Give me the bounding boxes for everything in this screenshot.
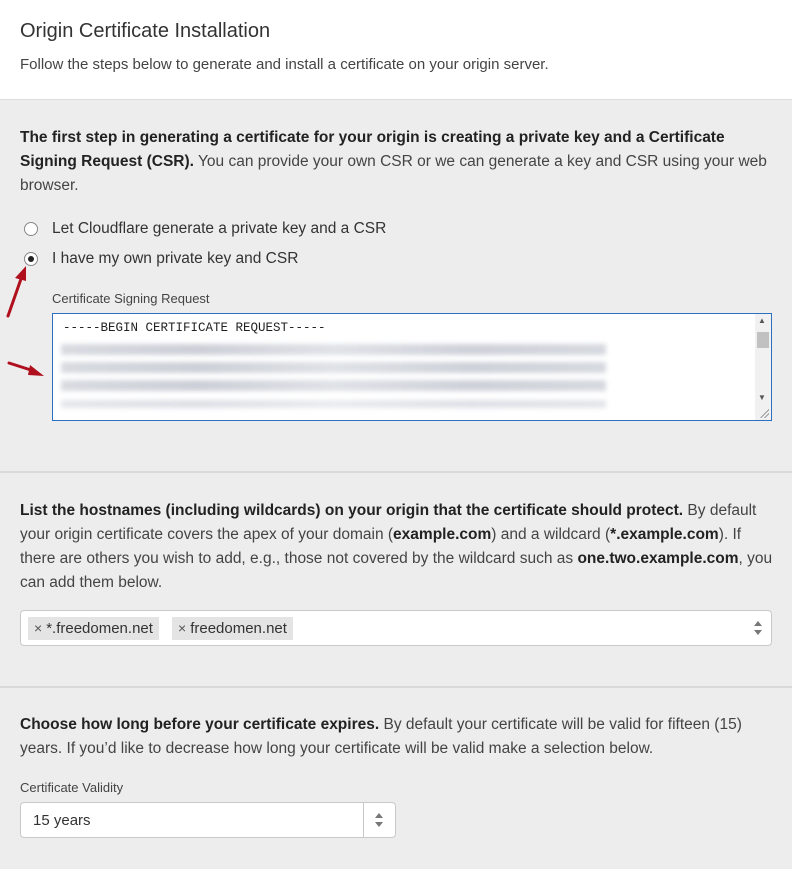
csr-blurred-line: [61, 400, 606, 408]
csr-blurred-line: [61, 362, 606, 373]
example-wildcard: *.example.com: [610, 526, 719, 543]
annotation-arrow-right-icon: [4, 358, 46, 380]
scroll-down-icon[interactable]: ▼: [758, 393, 766, 402]
remove-tag-icon[interactable]: ×: [178, 620, 187, 636]
hostname-tag-label: freedomen.net: [190, 620, 287, 637]
hostname-tag-label: *.freedomen.net: [46, 620, 153, 637]
hostnames-intro: [20, 499, 780, 595]
select-updown-icon[interactable]: [754, 621, 762, 635]
radio-generate-csr-label: Let Cloudflare generate a private key and a CSR: [52, 220, 387, 237]
csr-field-label: Certificate Signing Request: [52, 291, 210, 306]
csr-blurred-line: [61, 344, 606, 355]
hostname-tag: [172, 617, 293, 640]
example-subdomain: one.two.example.com: [577, 550, 739, 567]
csr-intro-bold: The first step in generating a certificate for your origin is creating a private key and a Certificate Signing Request (CSR).: [20, 129, 725, 170]
csr-intro-text: You can provide your own CSR or we can generate a key and CSR using your web browser.: [20, 153, 767, 194]
select-updown-icon[interactable]: [375, 813, 383, 827]
validity-select-value: 15 years: [33, 812, 91, 829]
csr-intro: [20, 126, 780, 198]
hostnames-intro-text: ) and a wildcard (: [491, 526, 611, 543]
validity-select[interactable]: [20, 802, 396, 838]
section-divider: [0, 471, 792, 473]
validity-field-label: Certificate Validity: [20, 780, 124, 795]
example-apex: example.com: [393, 526, 492, 543]
hostnames-intro-text: ). If there are others you wish to add, e.g., those not covered by the wildcard such as: [20, 526, 742, 567]
validity-intro: [20, 713, 780, 761]
csr-first-line: -----BEGIN CERTIFICATE REQUEST-----: [63, 321, 326, 335]
scroll-up-icon[interactable]: ▲: [758, 316, 766, 325]
annotation-arrow-up-icon: [2, 262, 32, 322]
csr-scrollbar[interactable]: [755, 314, 771, 420]
radio-own-csr[interactable]: [24, 248, 298, 270]
radio-generate-csr[interactable]: [24, 218, 386, 240]
page-title: Origin Certificate Installation: [20, 20, 271, 42]
hostname-tag: [28, 617, 159, 640]
csr-textarea[interactable]: [52, 313, 772, 421]
scroll-thumb[interactable]: [757, 332, 769, 348]
select-separator: [363, 803, 364, 837]
validity-intro-bold: Choose how long before your certificate expires.: [20, 716, 380, 733]
hostnames-intro-text: , you can add them below.: [20, 550, 773, 591]
validity-intro-text: By default your certificate will be valid for fifteen (15) years. If you’d like to decrease how long your certificate will be valid make a selection below.: [20, 716, 742, 757]
hostnames-input[interactable]: [20, 610, 772, 646]
page-header: [0, 0, 792, 100]
radio-generate-csr-control[interactable]: [24, 222, 38, 236]
page-subtitle: Follow the steps below to generate and install a certificate on your origin server.: [20, 56, 549, 73]
radio-own-csr-label: I have my own private key and CSR: [52, 250, 299, 267]
hostnames-intro-bold: List the hostnames (including wildcards) on your origin that the certificate should protect.: [20, 502, 684, 519]
resize-grip-icon[interactable]: [759, 408, 769, 418]
remove-tag-icon[interactable]: ×: [34, 620, 43, 636]
section-divider: [0, 686, 792, 688]
csr-blurred-line: [61, 380, 606, 391]
hostnames-intro-text: By default your origin certificate covers the apex of your domain (: [20, 502, 757, 543]
